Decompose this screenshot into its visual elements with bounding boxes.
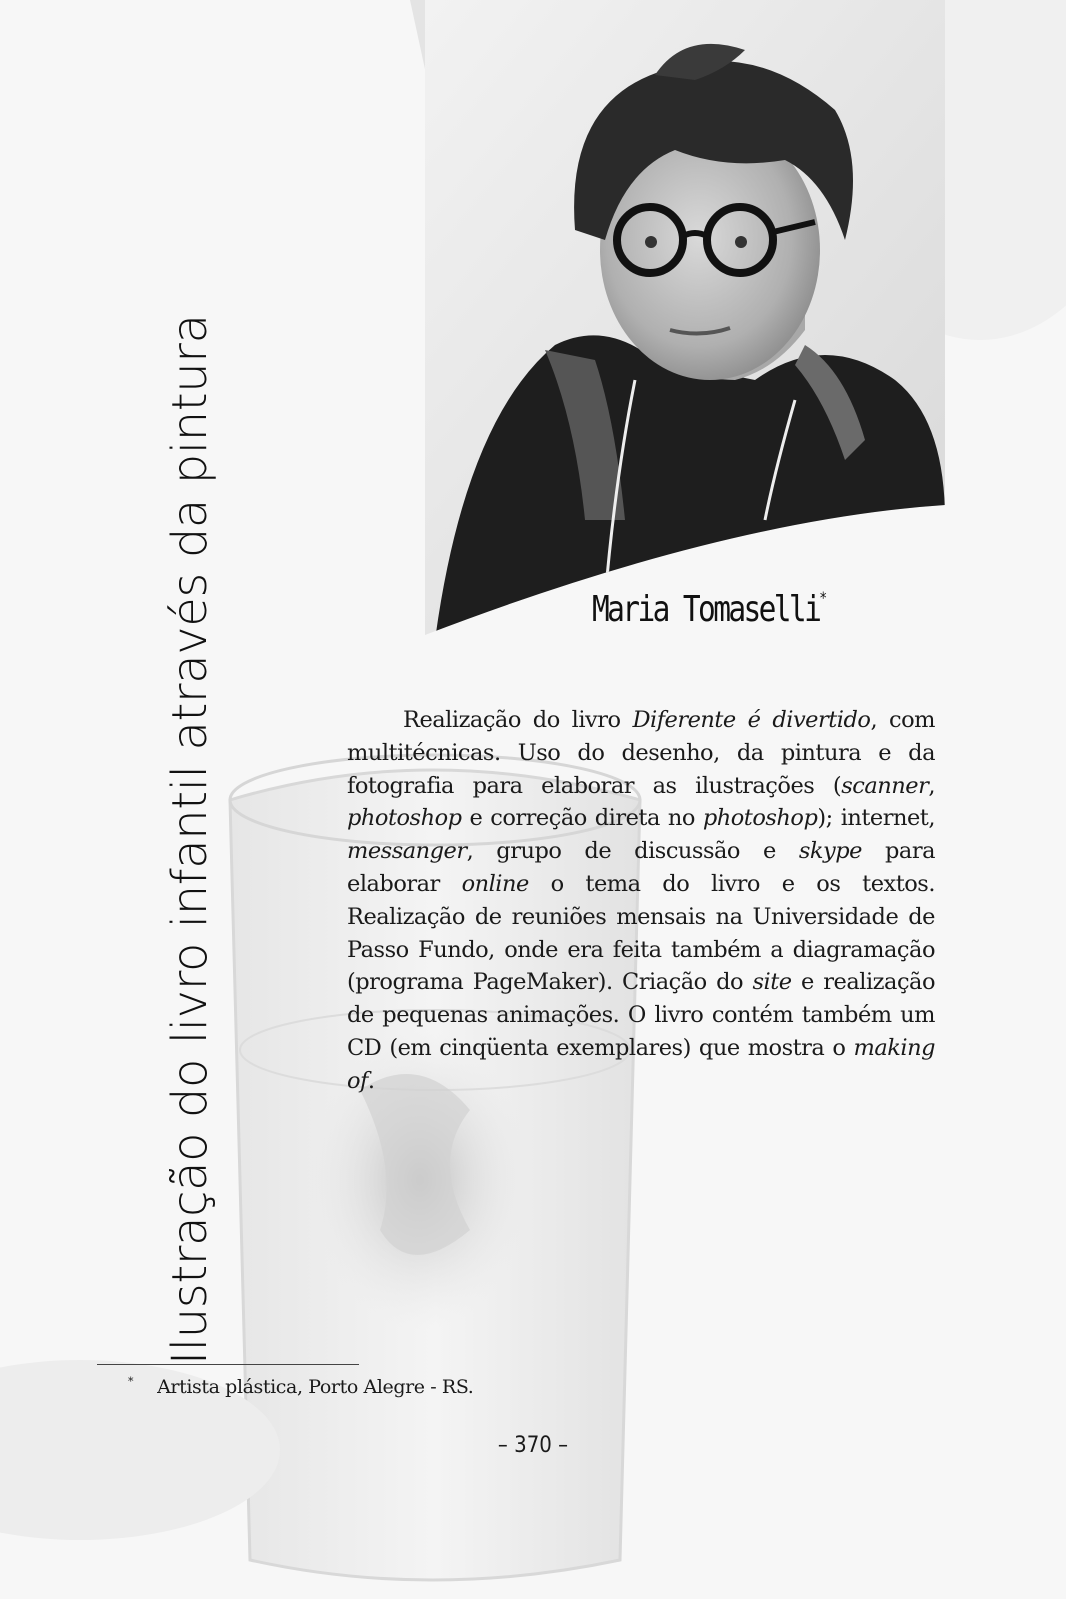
footnote — [128, 1375, 473, 1398]
book-title: Diferente é divertido — [632, 707, 871, 733]
text-span: o tema do livro e os textos. Realização de reuniões mensais na Universidade de Passo Fundo, onde era feita também a diagramação (programa PageMaker). Criação do — [347, 870, 935, 996]
author-name — [592, 588, 827, 630]
term-skype: skype — [798, 838, 862, 865]
author-photo — [425, 0, 945, 640]
footnote-divider — [97, 1364, 359, 1365]
text-span: Realização do livro — [403, 707, 633, 733]
body-paragraph — [347, 704, 935, 1098]
page-number: – 370 – — [497, 1433, 569, 1458]
vertical-chapter-title: Ilustração do livro infantil através da pintura — [162, 314, 218, 1365]
author-name-text: Maria Tomaselli — [592, 589, 820, 630]
text-span: , grupo de discussão e — [466, 838, 799, 865]
term-scanner: scanner — [841, 772, 929, 799]
text-span: , — [928, 772, 935, 799]
term-site: site — [752, 969, 792, 996]
term-messanger: messanger — [347, 838, 467, 865]
term-photoshop: photoshop — [347, 805, 462, 832]
term-photoshop: photoshop — [702, 805, 818, 832]
author-footnote-marker: * — [819, 588, 828, 607]
text-span: e correção direta no — [461, 805, 703, 832]
text-span: e realização de pequenas animações. O livro contém também um CD (em cinqüenta exemplares) que mostra o — [347, 969, 936, 1061]
text-span: , com multitécnicas. Uso do desenho, da pintura e da fotografia para elaborar as ilustrações ( — [347, 707, 935, 799]
term-online: online — [461, 870, 529, 897]
term-making-of: making of — [347, 1034, 935, 1094]
text-span: para elaborar — [347, 838, 936, 897]
text-span: ); internet, — [817, 805, 935, 832]
footnote-text: Artista plástica, Porto Alegre - RS. — [157, 1376, 474, 1398]
footnote-marker: * — [128, 1375, 134, 1388]
text-span: . — [367, 1067, 375, 1094]
